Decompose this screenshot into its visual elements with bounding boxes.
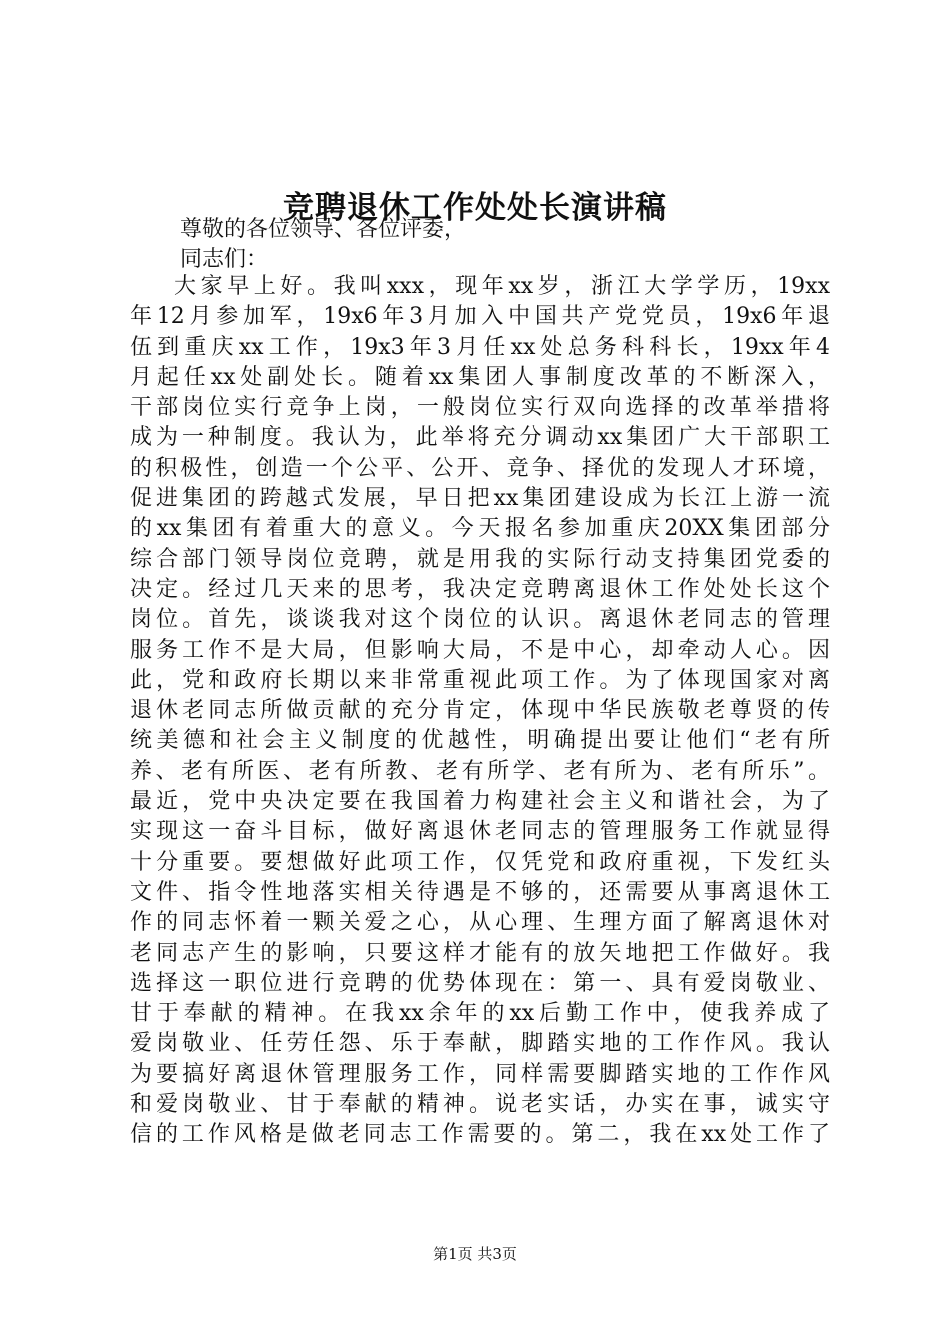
body-line: 文件、指令性地落实相关待遇是不够的，还需要从事离退休工 (130, 879, 830, 905)
body-line: 为要搞好离退休管理服务工作，同样需要脚踏实地的工作作风 (130, 1061, 830, 1087)
body-line: 伍到重庆xx工作，19x3年3月任xx处总务科科长，19xx年4 (130, 334, 830, 360)
body-line: 爱岗敬业、任劳任怨、乐于奉献，脚踏实地的工作作风。我认 (130, 1031, 830, 1057)
body-line: 统美德和社会主义制度的优越性，明确提出要让他们“老有所 (130, 728, 830, 754)
body-line: 退休老同志所做贡献的充分肯定，体现中华民族敬老尊贤的传 (130, 698, 830, 724)
body-line: 决定。经过几天来的思考，我决定竞聘离退休工作处处长这个 (130, 576, 830, 602)
body-text (130, 272, 830, 1151)
body-line: 老同志产生的影响，只要这样才能有的放矢地把工作做好。我 (130, 940, 830, 966)
body-line: 的积极性，创造一个公平、公开、竞争、择优的发现人才环境， (130, 455, 830, 481)
body-line: 促进集团的跨越式发展，早日把xx集团建设成为长江上游一流 (130, 486, 830, 512)
body-line: 服务工作不是大局，但影响大局，不是中心，却牵动人心。因 (130, 637, 830, 663)
body-line: 和爱岗敬业、甘于奉献的精神。说老实话，办实在事，诚实守 (130, 1092, 830, 1118)
body-line: 作的同志怀着一颗关爱之心，从心理、生理方面了解离退休对 (130, 910, 830, 936)
page-footer: 第1页 共3页 (433, 1245, 517, 1263)
body-line: 综合部门领导岗位竞聘，就是用我的实际行动支持集团党委的 (130, 546, 830, 572)
body-line: 此，党和政府长期以来非常重视此项工作。为了体现国家对离 (130, 667, 830, 693)
body-line: 最近，党中央决定要在我国着力构建社会主义和谐社会，为了 (130, 789, 830, 815)
body-line: 年12月参加军，19x6年3月加入中国共产党党员，19x6年退 (130, 304, 830, 330)
greeting-line-2: 同志们： (180, 247, 269, 272)
greeting-line-1: 尊敬的各位领导、各位评委， (180, 217, 467, 242)
body-line: 实现这一奋斗目标，做好离退休老同志的管理服务工作就显得 (130, 819, 830, 845)
page-title: 竞聘退休工作处处长演讲稿 (283, 190, 667, 226)
body-line: 干部岗位实行竞争上岗，一般岗位实行双向选择的改革举措将 (130, 395, 830, 421)
body-line: 大家早上好。我叫xxx，现年xx岁，浙江大学学历，19xx (174, 274, 830, 299)
body-line: 成为一种制度。我认为，此举将充分调动xx集团广大干部职工 (130, 425, 830, 451)
body-line: 的xx集团有着重大的意义。今天报名参加重庆20XX集团部分 (130, 516, 830, 542)
body-line: 选择这一职位进行竞聘的优势体现在：第一、具有爱岗敬业、 (130, 970, 830, 996)
body-line: 十分重要。要想做好此项工作，仅凭党和政府重视，下发红头 (130, 849, 830, 875)
body-line: 月起任xx处副处长。随着xx集团人事制度改革的不断深入， (130, 364, 830, 390)
body-line: 岗位。首先，谈谈我对这个岗位的认识。离退休老同志的管理 (130, 607, 830, 633)
body-line: 甘于奉献的精神。在我xx余年的xx后勤工作中，使我养成了 (130, 1001, 830, 1027)
body-line: 信的工作风格是做老同志工作需要的。第二，我在xx处工作了 (130, 1122, 830, 1148)
body-line: 养、老有所医、老有所教、老有所学、老有所为、老有所乐”。 (130, 758, 830, 784)
